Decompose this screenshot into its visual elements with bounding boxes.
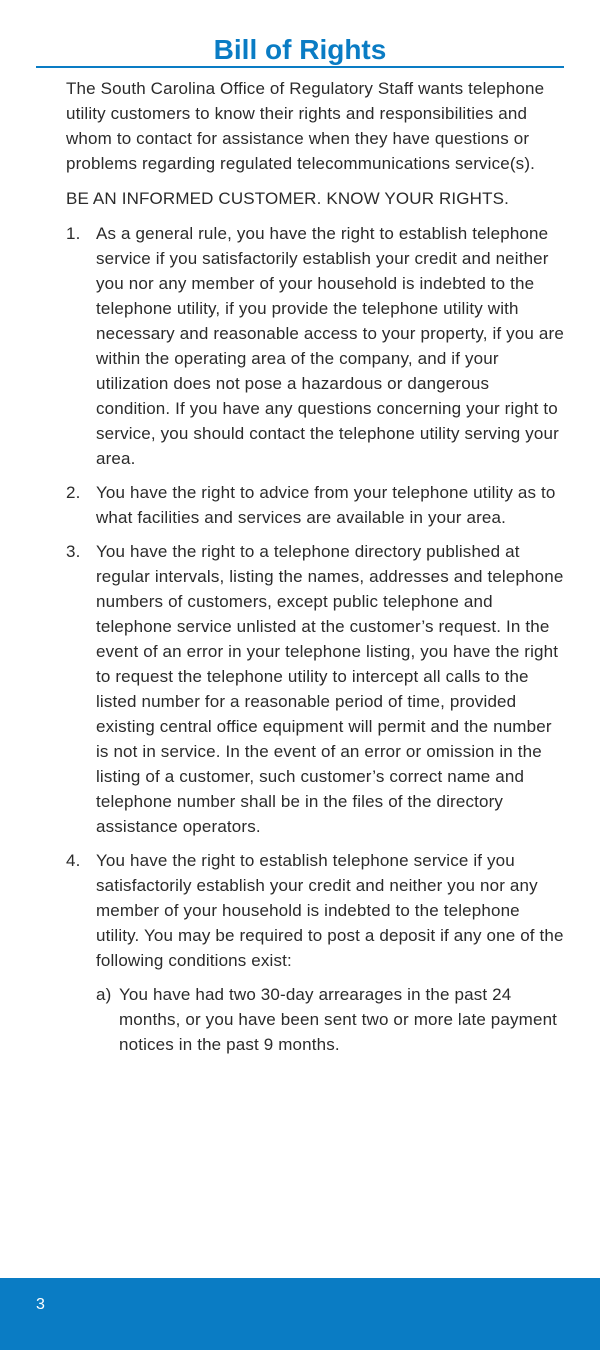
list-item — [66, 480, 564, 530]
list-item-number: 1. — [66, 224, 81, 243]
list-item-number: 4. — [66, 851, 81, 870]
sub-list-item-text: You have had two 30-day arrearages in the past 24 months, or you have been sent two or more late payment notices in the past 9 months. — [119, 985, 558, 1054]
callout-text: BE AN INFORMED CUSTOMER. KNOW YOUR RIGHTS. — [66, 189, 509, 208]
footer-bar — [0, 1278, 600, 1350]
list-item-text: As a general rule, you have the right to establish telephone service if you satisfactorily establish your credit and neither you nor any member of your household is indebted to the telephone utility, if you provide the telephone utility with necessary and reasonable access to your property, if you are within the operating area of the company, and if your utilization does not pose a hazardous or dangerous condition. If you have any questions concerning your right to service, you should contact the telephone utility serving your area. — [96, 224, 564, 468]
sub-list — [96, 982, 564, 1057]
title-divider — [36, 66, 564, 68]
page-title: Bill of Rights — [213, 34, 387, 65]
list-item — [66, 848, 564, 1057]
sub-list-item-label: a) — [96, 985, 112, 1004]
page-number: 3 — [36, 1296, 45, 1313]
list-item-number: 2. — [66, 483, 81, 502]
rights-list — [66, 221, 564, 1057]
list-item — [66, 221, 564, 471]
sub-list-item — [96, 982, 564, 1057]
list-item-number: 3. — [66, 542, 81, 561]
list-item-text: You have the right to establish telephone service if you satisfactorily establish your credit and neither you nor any member of your household is indebted to the telephone utility. You may be required to post a deposit if any one of the following conditions exist: — [96, 851, 564, 970]
list-item-text: You have the right to a telephone directory published at regular intervals, listing the names, addresses and telephone numbers of customers, except public telephone and telephone service unlisted at the customer’s request. In the event of an error in your telephone listing, you have the right to request the telephone utility to intercept all calls to the listed number for a reasonable period of time, provided existing central office equipment will permit and the number is not in service. In the event of an error or omission in the listing of a customer, such customer’s correct name and telephone number shall be in the files of the directory assistance operators. — [96, 542, 564, 836]
document-body — [66, 76, 564, 1066]
list-item — [66, 539, 564, 839]
list-item-text: You have the right to advice from your telephone utility as to what facilities and services are available in your area. — [96, 483, 556, 527]
intro-paragraph: The South Carolina Office of Regulatory Staff wants telephone utility customers to know their rights and responsibilities and whom to contact for assistance when they have questions or problems regarding regulated telecommunications service(s). — [66, 79, 545, 173]
